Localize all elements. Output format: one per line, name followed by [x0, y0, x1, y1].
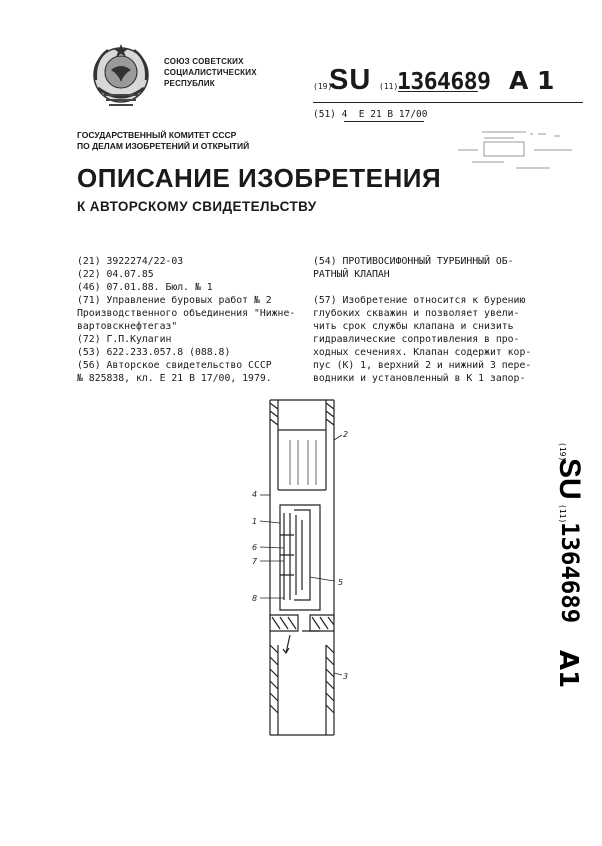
code-11: (11) [379, 82, 399, 91]
drawing-label: 8 [252, 594, 258, 603]
union-name [164, 56, 257, 89]
mpk-code: (51) 4 [313, 109, 348, 120]
valve-drawing [250, 395, 360, 740]
biblio-line: вартовскнефтегаз" [77, 321, 178, 332]
drawing-label: 6 [252, 543, 258, 552]
abstract-line: водники и установленный в К 1 запор- [313, 373, 526, 384]
country-code: SU [329, 64, 372, 96]
number-underline [398, 91, 478, 92]
invention-title-line: (54) ПРОТИВОСИФОННЫЙ ТУРБИННЫЙ ОБ- [313, 256, 514, 267]
committee-line: ПО ДЕЛАМ ИЗОБРЕТЕНИЙ И ОТКРЫТИЙ [77, 141, 250, 151]
library-stamp [454, 124, 574, 176]
header-rule [313, 102, 583, 103]
vertical-kind: A1 [553, 650, 583, 689]
union-line: СОЦИАЛИСТИЧЕСКИХ [164, 68, 257, 77]
vertical-country: SU [553, 458, 586, 500]
vertical-number: 1364689 [556, 522, 584, 624]
patent-number: 1364689 [397, 69, 491, 95]
state-emblem [84, 40, 158, 114]
vertical-code-19: (19) [558, 442, 567, 462]
biblio-line: (46) 07.01.88. Бюл. № 1 [77, 282, 213, 293]
document-subtitle: К АВТОРСКОМУ СВИДЕТЕЛЬСТВУ [77, 199, 317, 214]
vertical-code-11: (11) [558, 504, 567, 524]
invention-title-line: РАТНЫЙ КЛАПАН [313, 269, 390, 280]
kind-code: A 1 [509, 66, 555, 95]
drawing-label: 1 [252, 517, 258, 526]
drawing-label: 4 [252, 490, 258, 499]
code-19: (19) [313, 82, 333, 91]
biblio-line: Производственного объединения "Нижне- [77, 308, 296, 319]
mpk-class [313, 109, 427, 120]
union-line: СОЮЗ СОВЕТСКИХ [164, 57, 244, 66]
mpk-underline [344, 121, 424, 122]
drawing-label: 3 [343, 672, 349, 681]
biblio-line: № 825838, кл. Е 21 В 17/00, 1979. [77, 373, 272, 384]
document-title: ОПИСАНИЕ ИЗОБРЕТЕНИЯ [77, 163, 442, 193]
abstract-line: глубоких скважин и позволяет увели- [313, 308, 520, 319]
drawing-label: 7 [252, 557, 258, 566]
invention-abstract [313, 255, 531, 385]
biblio-line: (53) 622.233.057.8 (088.8) [77, 347, 231, 358]
bibliographic-data [77, 255, 295, 385]
drawing-label: 2 [343, 430, 349, 439]
biblio-line: (56) Авторское свидетельство СССР [77, 360, 272, 371]
abstract-line: чить срок службы клапана и снизить [313, 321, 514, 332]
vertical-patent-number [548, 440, 588, 700]
committee-line: ГОСУДАРСТВЕННЫЙ КОМИТЕТ СССР [77, 130, 237, 140]
biblio-line: (72) Г.П.Кулагин [77, 334, 172, 345]
abstract-line: гидравлические сопротивления в про- [313, 334, 520, 345]
biblio-line: (21) 3922274/22-03 [77, 256, 184, 267]
drawing-label: 5 [338, 578, 344, 587]
biblio-line: (71) Управление буровых работ № 2 [77, 295, 272, 306]
biblio-line: (22) 04.07.85 [77, 269, 154, 280]
abstract-line: (57) Изобретение относится к бурению [313, 295, 526, 306]
abstract-line: пус (К) 1, верхний 2 и нижний 3 пере- [313, 360, 532, 371]
committee-name [77, 130, 249, 152]
mpk-value: Е 21 В 17/00 [358, 109, 428, 120]
abstract-line: ходных сечениях. Клапан содержит кор- [313, 347, 532, 358]
patent-code-row [313, 66, 583, 100]
union-line: РЕСПУБЛИК [164, 79, 215, 88]
